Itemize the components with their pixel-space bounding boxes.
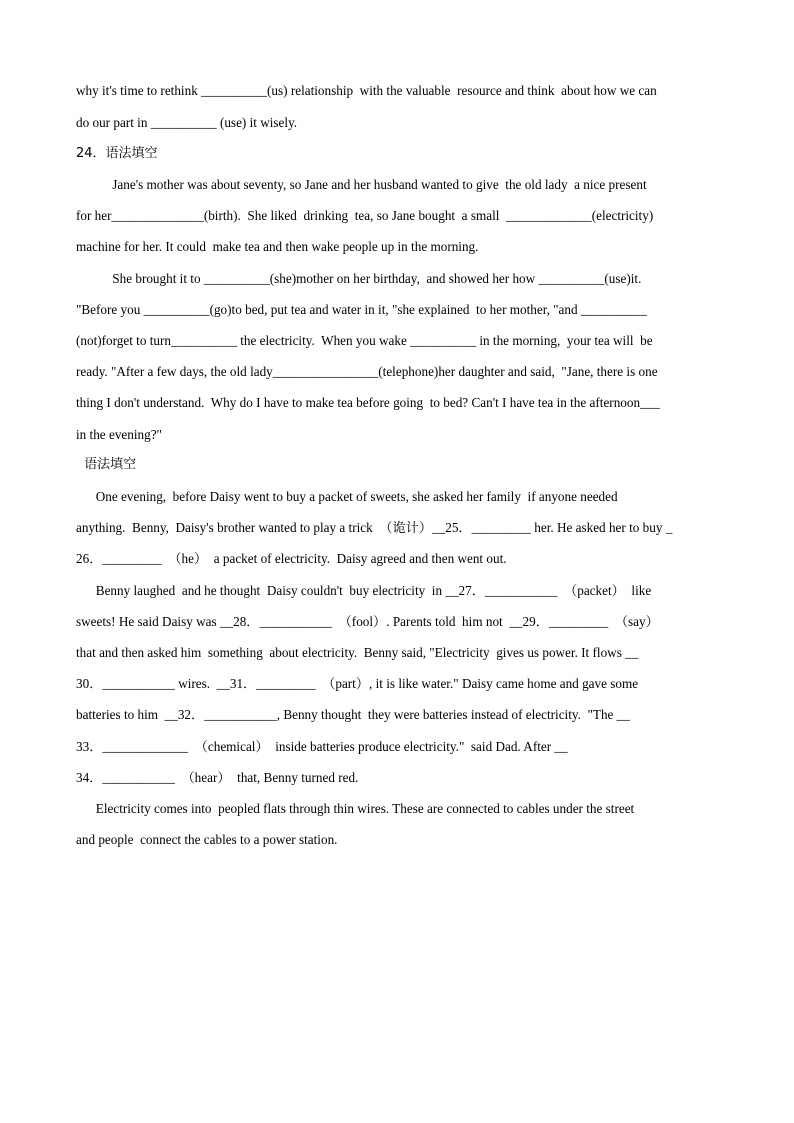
q23-line-2: do our part in __________ (use) it wisely.	[76, 115, 298, 130]
q24-line: thing I don't understand. Why do I have to make tea before going to bed? Can't I have tea in the afternoon___	[76, 395, 660, 410]
q24-line: for her______________(birth). She liked drinking tea, so Jane bought a small _____________(electricity)	[76, 208, 654, 223]
q25-heading: 语法填空	[80, 457, 137, 472]
q25-line: One evening, before Daisy went to buy a packet of sweets, she asked her family if anyone needed	[76, 489, 618, 504]
q23-line-1: why it's time to rethink __________(us) relationship with the valuable resource and think about how we can	[76, 83, 657, 98]
q24-line: in the evening?"	[76, 427, 162, 442]
q25-line: batteries to him __32．___________, Benny thought they were batteries instead of electricity. "The __	[76, 707, 630, 722]
q24-line: She brought it to __________(she)mother on her birthday, and showed her how __________(use)it.	[76, 271, 642, 286]
q24-line: "Before you __________(go)to bed, put tea and water in it, "she explained to her mother, "and __________	[76, 302, 647, 317]
q25-line: Benny laughed and he thought Daisy couldn't buy electricity in __27．___________ （packet） like	[76, 583, 652, 598]
q25-line: and people connect the cables to a power station.	[76, 832, 338, 847]
q25-line: 30．___________ wires. __31．_________ （part）, it is like water." Daisy came home and gave some	[76, 676, 639, 691]
q24-line: ready. "After a few days, the old lady________________(telephone)her daughter and said, "Jane, there is one	[76, 364, 658, 379]
q24-line: (not)forget to turn__________ the electricity. When you wake __________ in the morning, your tea will be	[76, 333, 653, 348]
q25-line: Electricity comes into peopled flats through thin wires. These are connected to cables under the street	[76, 801, 635, 816]
q25-line: sweets! He said Daisy was __28．___________ （fool）. Parents told him not __29．_________ （say）	[76, 614, 659, 629]
q25-line: 33．_____________ （chemical） inside batteries produce electricity." said Dad. After __	[76, 739, 568, 754]
q25-line: 26．_________ （he） a packet of electricity. Daisy agreed and then went out.	[76, 551, 507, 566]
q24-heading: 24．语法填空	[76, 146, 158, 161]
q24-line: machine for her. It could make tea and then wake people up in the morning.	[76, 239, 479, 254]
q25-line: that and then asked him something about electricity. Benny said, "Electricity gives us power. It flows __	[76, 645, 639, 660]
q25-line: 34．___________ （hear） that, Benny turned red.	[76, 770, 359, 785]
q24-line: Jane's mother was about seventy, so Jane and her husband wanted to give the old lady a nice present	[76, 177, 647, 192]
q25-line: anything. Benny, Daisy's brother wanted to play a trick （诡计）__25．_________ her. He asked her to buy _	[76, 520, 673, 535]
